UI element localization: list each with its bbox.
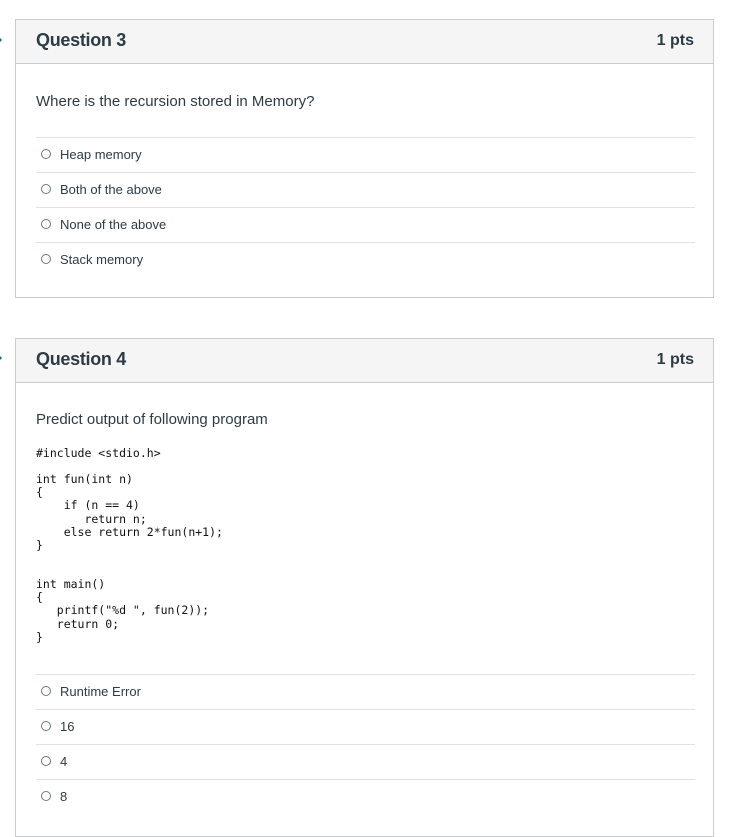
answer-label: Runtime Error xyxy=(60,684,141,699)
question-3-card xyxy=(15,19,714,298)
answer-option[interactable] xyxy=(36,242,695,277)
code-fun-block: int fun(int n) { if (n == 4) return n; else return 2*fun(n+1); } xyxy=(36,472,223,553)
radio-button[interactable] xyxy=(41,721,51,731)
radio-button[interactable] xyxy=(41,149,51,159)
code-main-block: int main() { printf("%d ", fun(2)); return 0; } xyxy=(36,577,210,644)
answer-label: Stack memory xyxy=(60,252,144,267)
answer-option[interactable] xyxy=(36,207,695,242)
question-prompt: Predict output of following program xyxy=(36,411,268,428)
question-title: Question 4 xyxy=(36,349,127,369)
question-prompt: Where is the recursion stored in Memory? xyxy=(36,93,315,110)
answer-option[interactable] xyxy=(36,779,695,814)
question-header xyxy=(16,20,713,64)
answer-label: 4 xyxy=(60,754,68,769)
answer-label: Heap memory xyxy=(60,147,142,162)
question-flag-marker xyxy=(0,33,8,47)
code-include-line: #include <stdio.h> xyxy=(36,446,161,460)
answer-label: 8 xyxy=(60,789,68,804)
radio-button[interactable] xyxy=(41,791,51,801)
question-points: 1 pts xyxy=(656,32,694,49)
answer-label: 16 xyxy=(60,719,75,734)
answer-option[interactable] xyxy=(36,709,695,744)
answer-label: Both of the above xyxy=(60,182,162,197)
answer-label: None of the above xyxy=(60,217,167,232)
question-4-card xyxy=(15,338,714,837)
radio-button[interactable] xyxy=(41,686,51,696)
answer-option[interactable] xyxy=(36,674,695,709)
answer-option[interactable] xyxy=(36,172,695,207)
question-header xyxy=(16,339,713,383)
question-title: Question 3 xyxy=(36,30,127,50)
answer-option[interactable] xyxy=(36,744,695,779)
answer-list xyxy=(36,137,695,277)
radio-button[interactable] xyxy=(41,184,51,194)
answer-option[interactable] xyxy=(36,137,695,172)
radio-button[interactable] xyxy=(41,756,51,766)
radio-button[interactable] xyxy=(41,254,51,264)
question-flag-marker xyxy=(0,351,8,365)
answer-list xyxy=(36,674,695,814)
question-points: 1 pts xyxy=(656,351,694,368)
radio-button[interactable] xyxy=(41,219,51,229)
